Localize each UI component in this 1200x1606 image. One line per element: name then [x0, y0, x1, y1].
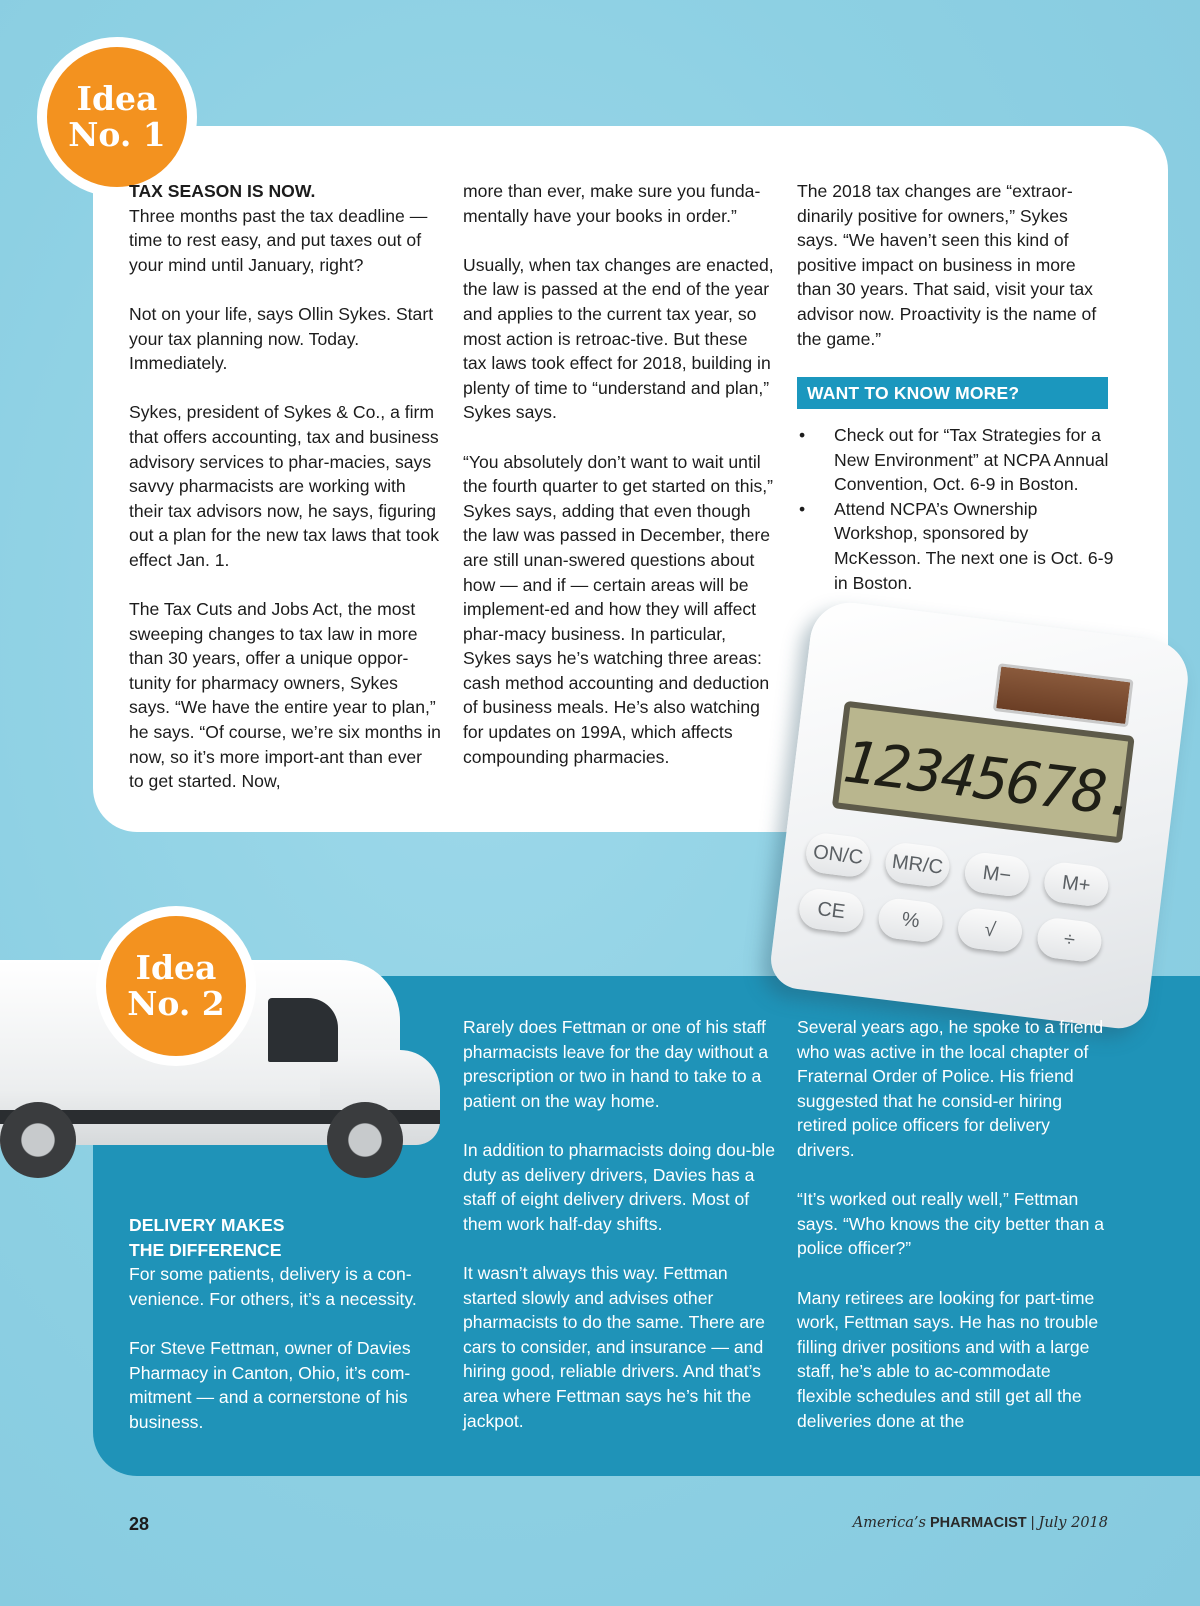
- calculator-key: M−: [963, 851, 1031, 899]
- paragraph: more than ever, make sure you funda-mentally have your books in order.”: [463, 181, 761, 226]
- idea2-badge: [96, 906, 256, 1066]
- page-number: 28: [129, 1514, 150, 1534]
- paragraph: Usually, when tax changes are enacted, the law is passed at the end of the year and applies to the current tax year, so most action is retroac-tive. But these tax laws took effect for 2018, building in plenty of time to “understand and plan,” Sykes says.: [463, 254, 774, 423]
- magazine-name: PHARMACIST: [929, 1515, 1027, 1531]
- calculator-display: 12345678.: [832, 701, 1135, 844]
- idea2-badge-line2: No. 2: [127, 984, 225, 1023]
- paragraph: Many retirees are looking for part-time work, Fettman says. He has no trouble filling driver positions and with a large staff, he’s able to ac-commodate flexible schedules and still get all the deliveries done at the: [797, 1287, 1099, 1431]
- bullet-icon: •: [799, 425, 806, 445]
- list-item: [797, 497, 1117, 595]
- calculator-key: M+: [1042, 860, 1110, 908]
- idea1-badge: [37, 37, 197, 197]
- van-window: [268, 998, 338, 1062]
- paragraph: The Tax Cuts and Jobs Act, the most sweeping changes to tax law in more than 30 years, offer a unique oppor-tunity for pharmacy owners, Sykes says. “We have the entire year to plan,” he says. “Of course, we’re six months in now, so it’s more import-ant than ever to get started. Now,: [129, 599, 441, 792]
- list-item-text: Attend NCPA’s Ownership Workshop, sponsored by McKesson. The next one is Oct. 6-9 in Boston.: [834, 498, 1114, 593]
- paragraph: For some patients, delivery is a con-venience. For others, it’s a necessity.: [129, 1264, 417, 1309]
- list-item-text: Check out for “Tax Strategies for a New Environment” at NCPA Annual Convention, Oct. 6-9 in Boston.: [834, 425, 1109, 495]
- paragraph: Not on your life, says Ollin Sykes. Start your tax planning now. Today. Immediately.: [129, 303, 434, 374]
- idea2-heading-line1: DELIVERY MAKES: [129, 1215, 285, 1235]
- paragraph: The 2018 tax changes are “extraor-dinarily positive for owners,” Sykes says. “We haven’t seen this kind of positive impact on business in more than 30 years. That said, visit your tax advisor now. Proactivity is the name of the game.”: [797, 181, 1097, 349]
- paragraph: In addition to pharmacists doing dou-ble duty as delivery drivers, Davies has a staff of eight delivery drivers. Most of them work half-day shifts.: [463, 1139, 775, 1234]
- idea2-badge-line1: Idea: [135, 948, 217, 987]
- footer-separator: |: [1030, 1515, 1035, 1531]
- calculator-key: CE: [797, 887, 865, 935]
- calculator-key: %: [876, 897, 944, 945]
- paragraph: “It’s worked out really well,” Fettman says. “Who knows the city better than a police officer?”: [797, 1189, 1105, 1259]
- idea2-column-3: [797, 1015, 1109, 1458]
- solar-panel: [993, 663, 1134, 727]
- van-wheel: [327, 1102, 403, 1178]
- idea1-column-1: [129, 179, 441, 818]
- idea2-column-1: [129, 1213, 441, 1459]
- calculator-image: [768, 598, 1193, 1031]
- bullet-icon: •: [799, 498, 806, 519]
- paragraph: “You absolutely don’t want to wait until the fourth quarter to get started on this,” Sykes says, adding that even though the law was passed in December, there are still unan-swered questions about how — and if — certain areas will be implement-ed and how they will affect phar-macy business. In particular, Sykes says he’s watching three areas: cash method accounting and deduction of business meals. He’s also watching for updates on 199A, which affects compounding pharmacies.: [463, 451, 774, 767]
- idea1-column-3: [797, 179, 1109, 376]
- paragraph: For Steve Fettman, owner of Davies Pharmacy in Canton, Ohio, it’s com-mitment — and a cornerstone of his business.: [129, 1337, 411, 1432]
- want-to-know-more-heading: WANT TO KNOW MORE?: [797, 377, 1108, 409]
- calculator-key: ON/C: [804, 831, 872, 879]
- paragraph: Sykes, president of Sykes & Co., a firm that offers accounting, tax and business advisory services to phar-macies, says savvy pharmacists are working with their tax advisors now, he says, figuring out a plan for the new tax laws that took effect Jan. 1.: [129, 402, 440, 570]
- van-wheel: [0, 1102, 76, 1178]
- idea1-badge-line1: Idea: [76, 79, 158, 118]
- idea2-column-2: [463, 1015, 775, 1458]
- idea1-heading: TAX SEASON IS NOW.: [129, 181, 316, 201]
- magazine-prefix: America’s: [852, 1515, 926, 1531]
- idea1-column-2: [463, 179, 775, 794]
- paragraph: Three months past the tax deadline — time to rest easy, and put taxes out of your mind until January, right?: [129, 205, 428, 275]
- paragraph: Several years ago, he spoke to a friend who was active in the local chapter of Fraternal Order of Police. His friend suggested that he consid-er hiring retired police officers for delivery drivers.: [797, 1017, 1104, 1160]
- calculator-keys: [797, 831, 1156, 969]
- know-more-list: [797, 423, 1117, 595]
- calculator-key: √: [956, 906, 1024, 954]
- paragraph: It wasn’t always this way. Fettman started slowly and advises other pharmacists to do the same. There are cars to consider, and insurance — and hiring good, reliable drivers. And that’s area where Fettman says he’s hit the jackpot.: [463, 1262, 765, 1431]
- paragraph: Rarely does Fettman or one of his staff pharmacists leave for the day without a prescription or two in hand to take to a patient on the way home.: [463, 1017, 769, 1111]
- magazine-footer: [853, 1515, 1108, 1531]
- issue-date: July 2018: [1038, 1515, 1108, 1531]
- idea1-badge-line2: No. 1: [68, 115, 166, 154]
- idea2-heading-line2: THE DIFFERENCE: [129, 1239, 282, 1260]
- calculator-key: MR/C: [883, 841, 951, 889]
- calculator-key: ÷: [1035, 916, 1103, 964]
- list-item: [797, 423, 1117, 497]
